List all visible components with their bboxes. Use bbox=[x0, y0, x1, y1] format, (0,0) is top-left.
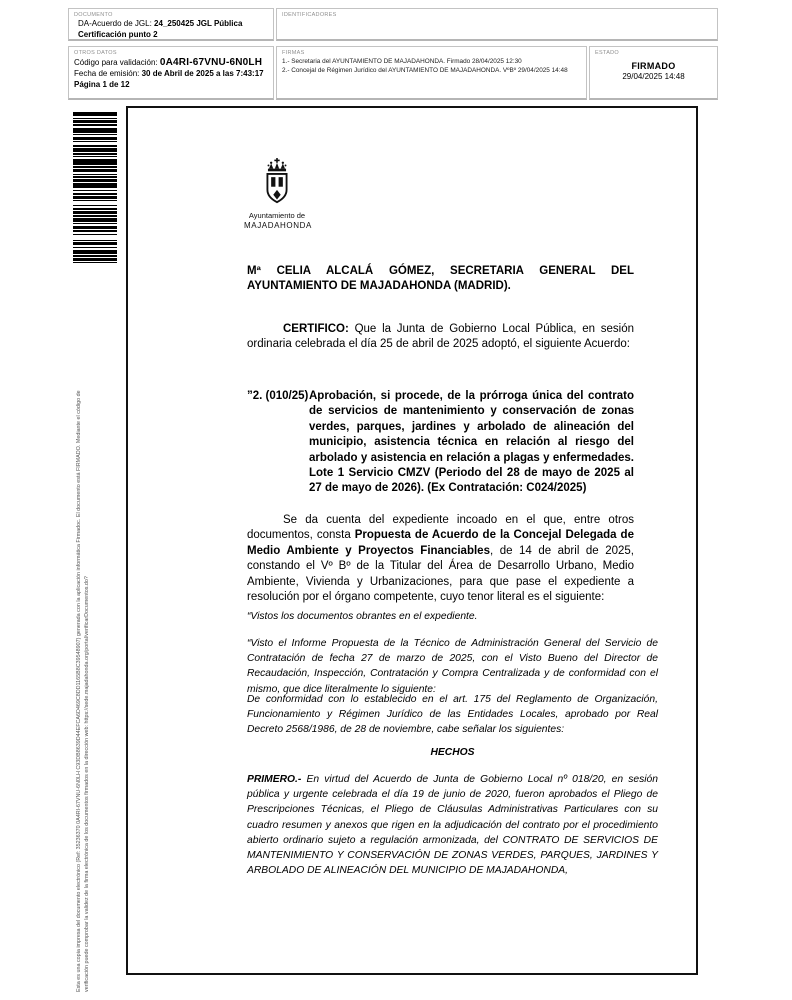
primero-keyword: PRIMERO.- bbox=[247, 774, 302, 785]
header-box-firmas bbox=[276, 46, 587, 100]
estado-label: ESTADO bbox=[595, 50, 620, 56]
verification-line-1: Esta es una copia impresa del documento electrónico (Ref: 35236370 0A4RI-67VNU-6N0LH C93DB8639D44EFCA6D469C8DD1165B8C39548907) generada con la aplicación informática Firmadoc. El documento está FIRMADO. Mediante el código de bbox=[76, 390, 82, 992]
certifico-text: Que la Junta de Gobierno Local Pública, en sesión ordinaria celebrada el día 25 de abril de 2025 adoptó, el siguiente Acuerdo: bbox=[247, 323, 634, 351]
agenda-item bbox=[247, 389, 634, 497]
codigo-value: 0A4RI-67VNU-6N0LH bbox=[159, 57, 263, 68]
documento-line2: Certificación punto 2 bbox=[78, 29, 158, 39]
primero-paragraph bbox=[247, 772, 658, 878]
fecha-value: 30 de Abril de 2025 a las 7:43:17 bbox=[141, 69, 264, 78]
logo-text-line1: Ayuntamiento de bbox=[248, 211, 306, 220]
header-box-documento bbox=[68, 8, 274, 41]
logo-text-line2: MAJADAHONDA bbox=[244, 221, 312, 230]
firma-1: 1.- Secretaria del AYUNTAMIENTO DE MAJADAHONDA. Firmado 28/04/2025 12:30 bbox=[282, 58, 522, 65]
status-badge: FIRMADO bbox=[631, 61, 676, 71]
header-box-identificadores bbox=[276, 8, 718, 41]
documento-line1-value: 24_250425 JGL Pública bbox=[154, 19, 243, 28]
certificate-title: Mª CELIA ALCALÁ GÓMEZ, SECRETARIA GENERAL DEL AYUNTAMIENTO DE MAJADAHONDA (MADRID). bbox=[247, 265, 634, 293]
otros-datos-label: OTROS DATOS bbox=[74, 50, 117, 56]
identificadores-label: IDENTIFICADORES bbox=[282, 12, 337, 18]
ayuntamiento-logo bbox=[244, 158, 310, 230]
crest-icon bbox=[261, 158, 293, 208]
documento-line1 bbox=[78, 19, 269, 30]
firmas-label: FIRMAS bbox=[282, 50, 305, 56]
status-datetime: 29/04/2025 14:48 bbox=[622, 72, 685, 81]
document-frame bbox=[126, 106, 698, 975]
fecha-prefix: Fecha de emisión: bbox=[74, 69, 142, 78]
agenda-item-number: ”2. (010/25) bbox=[247, 390, 309, 402]
expediente-propuesta: Propuesta de Acuerdo de la Concejal Delegada de Medio Ambiente y Proyectos Financiables bbox=[247, 529, 634, 557]
agenda-item-text: Aprobación, si procede, de la prórroga única del contrato de servicios de mantenimiento y conservación de zonas verdes, parques, jardines y arbolado de alineación del municipio, asistencia técnica en relación al riesgo del arbolado y asistencia en relación a plagas y enfermedades. Lote 1 Servicio CMZV (Periodo del 28 de mayo de 2025 al 27 de mayo de 2026). (Ex Contratación: C024/2025) bbox=[309, 390, 634, 495]
verification-line-2: verificación puede comprobar la validez de la firma electrónica de los documentos firmados en la dirección web: https://sede.majadahonda.org/portal/verificarDocumentos.do? bbox=[83, 576, 90, 992]
pagina-indicator: Página 1 de 12 bbox=[74, 80, 130, 89]
documento-label: DOCUMENTO bbox=[74, 12, 113, 18]
codigo-validacion bbox=[74, 57, 269, 68]
quote-vistos: “Vistos los documentos obrantes en el expediente. bbox=[247, 611, 478, 622]
header-box-estado bbox=[589, 46, 718, 100]
expediente-text-1: Se da cuenta del expediente incoado en el que, entre otros documentos, consta bbox=[247, 514, 634, 542]
quote-conformidad: De conformidad con lo establecido en el art. 175 del Reglamento de Organización, Funcionamiento y Régimen Jurídico de las Entidades Locales, aprobado por Real Decreto 2568/1986, de 28 de noviembre, cabe señalar los siguientes: bbox=[247, 694, 658, 736]
certifico-keyword: CERTIFICO: bbox=[283, 323, 349, 335]
expediente-text-2: , de 14 de abril de 2025, constando el Vº Bº de la Titular del Área de Desarrollo Urbano, Medio Ambiente, Vivienda y Urbanizaciones, para que pase el expediente a resolución por el órgano competente, cuyo tenor literal es el siguiente: bbox=[247, 544, 634, 604]
codigo-prefix: Código para validación: bbox=[74, 58, 160, 67]
quote-informe: “Visto el Informe Propuesta de la Técnico de Administración General del Servicio de Contratación de fecha 27 de marzo de 2025, con el Visto Bueno del Director de Recaudación, Inspección, Contratación y Compra Centralizada y de conformidad con el mismo, que dice literalmente lo siguiente: bbox=[247, 638, 658, 695]
verification-sidebar-text bbox=[76, 286, 92, 992]
firma-2: 2.- Concejal de Régimen Jurídico del AYUNTAMIENTO DE MAJADAHONDA. VºBº 29/04/2025 14:48 bbox=[282, 66, 568, 74]
expediente-paragraph bbox=[247, 513, 634, 605]
barcode-icon bbox=[73, 112, 117, 279]
hechos-heading: HECHOS bbox=[430, 747, 475, 758]
fecha-emision bbox=[74, 68, 269, 79]
certifico-paragraph bbox=[247, 322, 634, 353]
documento-line1-prefix: DA-Acuerdo de JGL: bbox=[78, 19, 155, 28]
primero-text: En virtud del Acuerdo de Junta de Gobierno Local nº 018/20, en sesión pública y urgente celebrada el día 19 de junio de 2020, fueron aprobados el Pliego de Prescripciones Técnicas, el Pliego de Cláusulas Administrativas Particulares con su cuadro resumen y anexos que rigen en la adjudicación del contrato por el procedimiento abierto ordinario sujeto a regulación armonizada, del CONTRATO DE SERVICIOS DE MANTENIMIENTO Y CONSERVACIÓN DE ZONAS VERDES, PARQUES, JARDINES Y ARBOLADO DE ALINEACIÓN DEL MUNICIPIO DE MAJADAHONDA, bbox=[247, 774, 658, 877]
header-box-otros-datos bbox=[68, 46, 274, 100]
